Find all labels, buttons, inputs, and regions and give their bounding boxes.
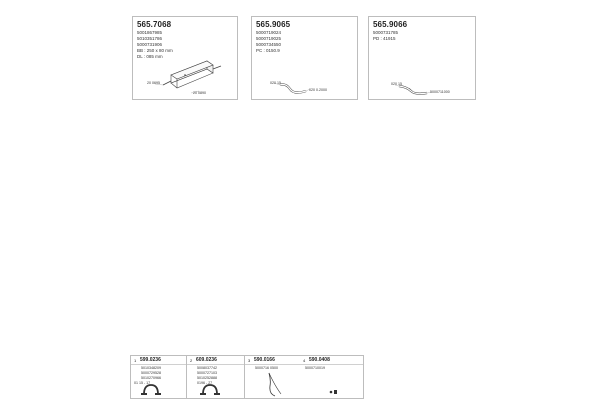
parts-strip <box>130 355 364 399</box>
item-index: 2 <box>190 358 193 363</box>
hanger-bracket-icon <box>245 356 363 398</box>
item-ref: 5000729528 <box>141 371 161 375</box>
item-ref: 5000710019 <box>305 366 325 370</box>
ref-number: 5000731906 <box>137 42 163 47</box>
ref-number: 5000734550 <box>256 42 282 47</box>
item-ref: 5010348209 <box>141 366 161 370</box>
item-ref: 5000716 0500 <box>255 366 278 370</box>
item-index: 1 <box>134 358 137 363</box>
part-number: 565.9065 <box>256 20 291 29</box>
part-number: 565.7068 <box>137 20 172 29</box>
callout-label: 020 15 <box>270 81 281 85</box>
item-ref: 5008037742 <box>197 366 217 370</box>
item-ref: 5010252888 <box>197 376 217 380</box>
strip-cell-clamp-2[interactable] <box>187 356 245 398</box>
clamp-icon <box>131 356 187 398</box>
part-card-565-7068[interactable] <box>132 16 238 100</box>
item-part-number: 590.0408 <box>309 357 330 363</box>
ref-number: 5000731785 <box>373 30 399 35</box>
muffler-drawing <box>133 17 239 101</box>
item-index: 4 <box>303 358 306 363</box>
strip-cell-clamp-1[interactable] <box>131 356 187 398</box>
clamp-icon <box>187 356 245 398</box>
dimension-note: PC : 0150.9 <box>256 48 280 53</box>
callout-label: 5000711000 <box>430 90 450 94</box>
part-card-565-9065[interactable] <box>251 16 358 100</box>
ref-number: 5001867985 <box>137 30 163 35</box>
ref-number: 5000719025 <box>256 36 282 41</box>
item-ref: 5000727103 <box>197 371 217 375</box>
item-index: 3 <box>248 358 251 363</box>
callout-label: 20 0695 <box>147 81 160 85</box>
item-ref: 5010270966 <box>141 376 161 380</box>
item-part-number: 590.0166 <box>254 357 275 363</box>
callout-label: 020 15 <box>391 82 402 86</box>
strip-cell-hangers[interactable] <box>245 356 363 398</box>
dimension-note: DL : 085 mm <box>137 54 163 59</box>
item-part-number: 609.0236 <box>196 357 217 363</box>
item-part-number: 599.0236 <box>140 357 161 363</box>
callout-label: 020 0.2000 <box>309 88 327 92</box>
dimension-note: BB : 250 x 80 mm <box>137 48 173 53</box>
dimension-note: PD : 41915 <box>373 36 396 41</box>
pipe-drawing <box>369 17 477 101</box>
callout-label: 20 0890 <box>193 91 206 95</box>
part-card-565-9066[interactable] <box>368 16 476 100</box>
ref-number: 5000719024 <box>256 30 282 35</box>
part-number: 565.9066 <box>373 20 408 29</box>
pipe-drawing <box>252 17 359 101</box>
item-note: 0196 - 27 <box>197 381 213 385</box>
ref-number: 5010351786 <box>137 36 163 41</box>
item-note: 01 15 - 17 <box>134 381 151 385</box>
